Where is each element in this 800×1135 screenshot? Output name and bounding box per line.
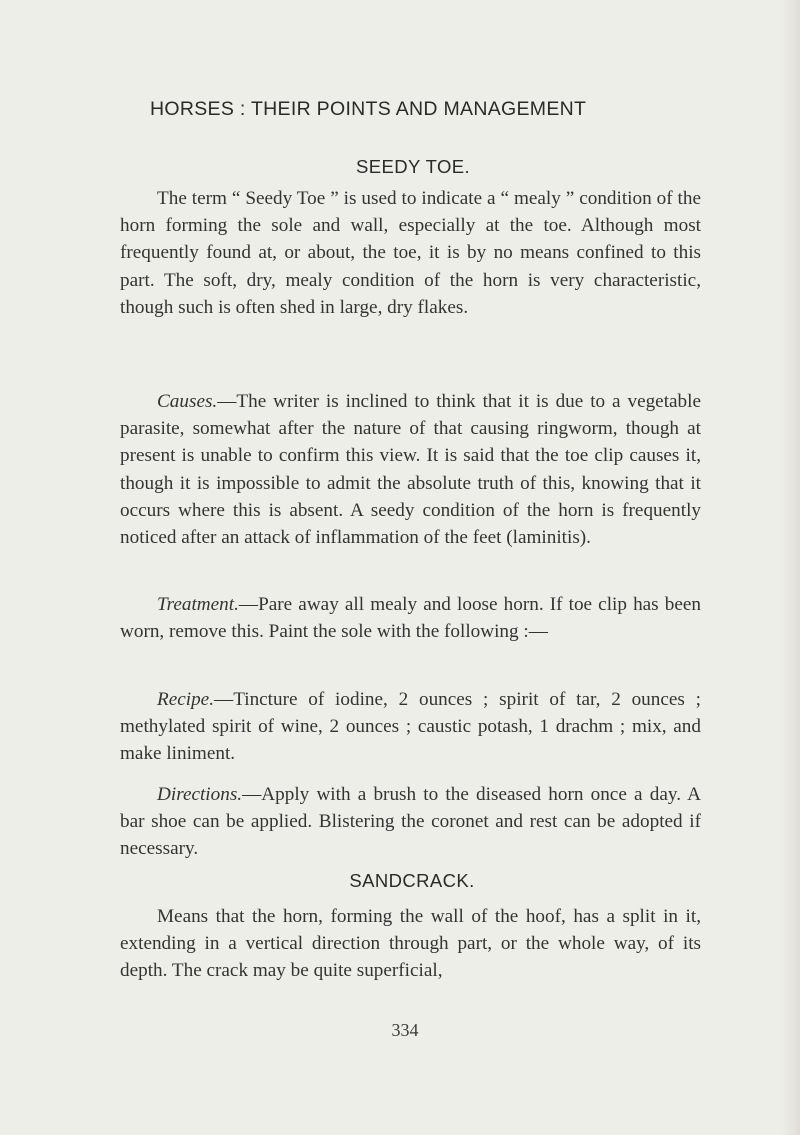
recipe-lead: Recipe. — [157, 689, 214, 710]
paragraph-treatment — [120, 591, 701, 645]
recipe-text: —Tincture of iodine, 2 ounces ; spirit of tar, 2 ounces ; methylated spirit of wine, 2 ounces ; caustic potash, 1 drachm ; mix, and make liniment. — [120, 689, 701, 765]
causes-text: —The writer is inclined to think that it is due to a vegetable parasite, somewhat after the nature of that causing ringworm, though at present is unable to confirm this view. It is said that the toe clip causes it, though it is impossible to admit the absolute truth of this, knowing that it occurs where this is absent. A seedy condition of the horn is frequently noticed after an attack of inflammation of the feet (laminitis). — [120, 391, 701, 549]
page-number: 334 — [391, 1020, 419, 1040]
treatment-lead: Treatment. — [157, 594, 239, 615]
directions-text: —Apply with a brush to the diseased horn once a day. A bar shoe can be applied. Blistering the coronet and rest can be adopted if necessary. — [120, 784, 701, 860]
paragraph-seedy-toe-intro: The term “ Seedy Toe ” is used to indicate a “ mealy ” condition of the horn forming the sole and wall, especially at the toe. Although most frequently found at, or about, the toe, it is by no means confined to this part. The soft, dry, mealy condition of the horn is very characteristic, though such is often shed in large, dry flakes. — [120, 188, 701, 318]
section-heading-sandcrack: SANDCRACK. — [349, 870, 475, 891]
paragraph-sandcrack-intro: Means that the horn, forming the wall of the hoof, has a split in it, extending in a vertical direction through part, or the whole way, of its depth. The crack may be quite superficial, — [120, 906, 701, 982]
directions-lead: Directions. — [157, 784, 243, 805]
causes-lead: Causes. — [157, 391, 218, 412]
paragraph-recipe — [120, 686, 701, 768]
section-heading-seedy-toe: SEEDY TOE. — [355, 156, 471, 177]
running-header: HORSES : THEIR POINTS AND MANAGEMENT — [150, 98, 587, 120]
paragraph-causes — [120, 388, 701, 551]
paragraph-directions — [120, 781, 701, 863]
treatment-text: —Pare away all mealy and loose horn. If toe clip has been worn, remove this. Paint the sole with the following :— — [120, 594, 701, 643]
